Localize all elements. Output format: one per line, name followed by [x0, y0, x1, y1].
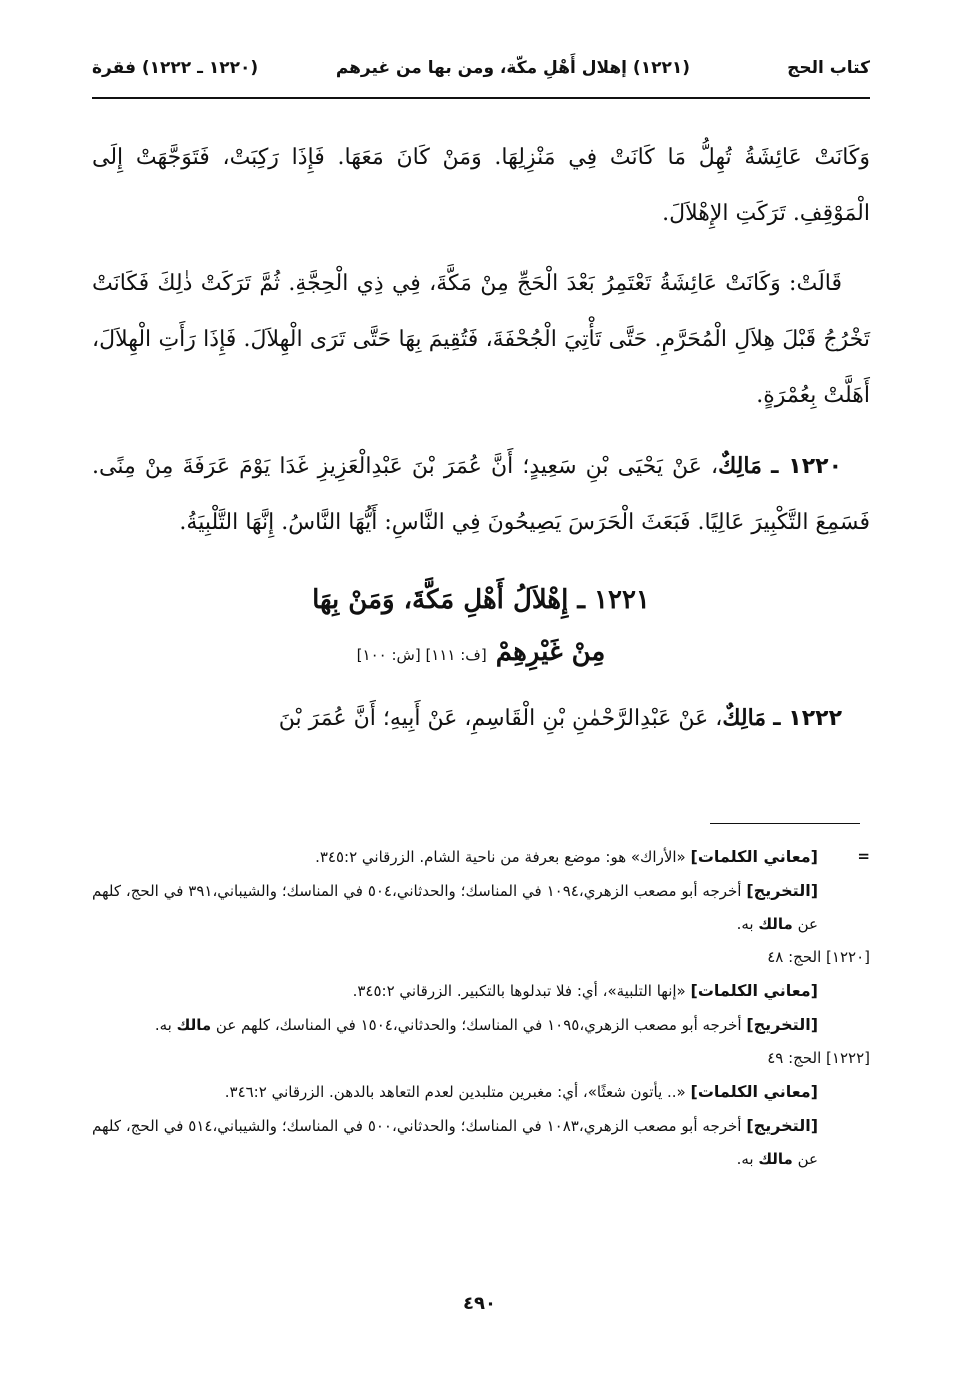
- footnote-word-meanings: [92, 840, 870, 874]
- chapter-title-2-text: مِنْ غَيْرِهِمْ: [495, 637, 606, 667]
- running-header: [92, 58, 870, 94]
- header-section-title: (١٢٢١) إهلال أَهْلِ مكّة، ومن بها من غيرهم: [335, 58, 690, 78]
- chapter-title-line-1: ١٢٢١ ـ إِهْلاَلُ أَهْلِ مَكَّةَ، وَمَنْ بِهَا: [312, 585, 650, 615]
- hadith-1220: [92, 438, 870, 551]
- paragraph-1: وَكَانَتْ عَائِشَةُ تُهِلُّ مَا كَانَتْ فِي مَنْزِلِهَا. وَمَنْ كَانَ مَعَهَا. فَإِذَا رَكِبَتْ، فَتَوَجَّهَتْ إِلَى الْمَوْقِفِ. تَرَكَتِ الإِهْلاَلَ.: [92, 145, 870, 226]
- footnote-text-end: به.: [736, 1150, 759, 1168]
- header-paragraph-range: (١٢٢٠ ـ ١٢٢٢) فقرة: [92, 58, 259, 78]
- chapter-refs: [ف: ١١١] [ش: ١٠٠]: [356, 646, 487, 664]
- paragraph-2: قَالَتْ: وَكَانَتْ عَائِشَةُ تَعْتَمِرُ بَعْدَ الْحَجِّ مِنْ مَكَّةَ، فِي ذِي الْحِجَّةِ. ثُمَّ تَرَكَتْ ذٰلِكَ فَكَانَتْ تَخْرُجُ قَبْلَ هِلاَلِ الْمُحَرَّمِ. حَتَّى تَأْتِيَ الْجُحْفَةَ، فَتُقِيمَ بِهَا حَتَّى تَرَى الْهِلاَلَ. فَإِذَا رَأَتِ الْهِلاَلَ، أَهَلَّتْ بِعُمْرَةٍ.: [92, 271, 870, 408]
- footnote-text: «الأراك» هو: موضع بعرفة من ناحية الشام. الزرقاني ٣٤٥:٢.: [315, 848, 686, 866]
- footnote-tag: [التخريج]: [746, 881, 819, 900]
- footnote-tag: [التخريج]: [746, 1015, 818, 1034]
- hadith-text: ، عَنْ عَبْدِالرَّحْمٰنِ بْنِ الْقَاسِمِ، عَنْ أَبِيهِ؛ أَنَّ عُمَرَ بْنَ: [278, 706, 723, 731]
- footnote-takhrij: [92, 874, 870, 941]
- footnote-bold-name: مالك: [758, 915, 793, 933]
- footnote-text: «إنها التلبية»، أي: فلا تبدلوها بالتكبير. الزرقاني ٣٤٥:٢.: [352, 982, 686, 1000]
- continuation-mark: =: [857, 847, 870, 865]
- footnote-text-end: به.: [154, 1016, 177, 1034]
- footnotes: [92, 840, 870, 1176]
- chapter-heading: [92, 573, 870, 680]
- header-book-title: كتاب الحج: [787, 58, 870, 78]
- hadith-text: ، عَنْ يَحْيَى بْنِ سَعِيدٍ؛ أَنَّ عُمَرَ بْنَ عَبْدِالْعَزِيزِ غَدَا يَوْمَ عَرَفَةَ مِنْ مِنًى. فَسَمِعَ التَّكْبِيرَ عَالِيًا. فَبَعَثَ الْحَرَسَ يَصِيحُونَ فِي النَّاسِ: أَيُّهَا النَّاسُ. إِنَّهَا التَّلْبِيَةُ.: [92, 454, 870, 535]
- narrator-name: مَالِكٌ: [722, 705, 767, 731]
- hadith-1222: [92, 690, 870, 747]
- footnote-tag: [معاني الكلمات]: [690, 847, 818, 866]
- footnote-tag: [معاني الكلمات]: [690, 1082, 818, 1101]
- footnote-word-meanings: [92, 974, 870, 1008]
- hadith-number: ١٢٢٢ ـ: [773, 706, 842, 731]
- footnote-text: أخرجه أبو مصعب الزهري،١٠٩٥ في المناسك؛ والحدثاني،١٥٠٤ في المناسك، كلهم عن: [211, 1016, 742, 1034]
- footnote-text: «.. يأتون شعثًا»، أي: مغبرين متلبدين لعدم التعاهد بالدهن. الزرقاني ٣٤٦:٢.: [224, 1083, 686, 1101]
- footnote-bold-name: مالك: [758, 1150, 793, 1168]
- main-text: [92, 130, 870, 761]
- footnote-word-meanings: [92, 1075, 870, 1109]
- footnote-rule: [710, 823, 860, 824]
- chapter-title-line-2: [92, 627, 870, 680]
- page-number: ٤٩٠: [463, 1293, 496, 1314]
- footnote-takhrij: [92, 1008, 870, 1042]
- footnote-text: أخرجه أبو مصعب الزهري،١٠٩٤ في المناسك؛ والحدثاني،٥٠٤ في المناسك؛ والشيباني،٣٩١ في الحج، كلهم عن: [92, 882, 818, 933]
- footnote-takhrij: [92, 1109, 870, 1176]
- footnote-tag: [التخريج]: [746, 1116, 819, 1135]
- footnote-bold-name: مالك: [176, 1016, 212, 1034]
- narrator-name: مَالِكٌ: [718, 453, 762, 479]
- footnote-reference: [١٢٢٠] الحج: ٤٨: [767, 948, 870, 966]
- hadith-number: ١٢٢٠ ـ: [770, 454, 842, 479]
- footnote-reference: [١٢٢٢] الحج: ٤٩: [767, 1049, 870, 1067]
- footnote-tag: [معاني الكلمات]: [690, 981, 818, 1000]
- footnote-text: أخرجه أبو مصعب الزهري،١٠٨٣ في المناسك؛ والحدثاني،٥٠٠ في المناسك؛ والشيباني،٥١٤ في الحج، كلهم عن: [92, 1117, 818, 1168]
- header-rule: [92, 97, 870, 99]
- footnote-text-end: به.: [736, 915, 759, 933]
